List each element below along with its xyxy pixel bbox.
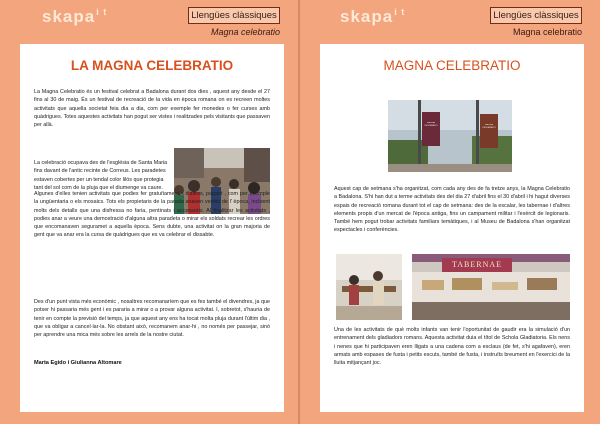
skapa-logo [42,7,107,27]
gladiator-school-photo [336,254,402,320]
skapa-logo-right [340,7,405,27]
street-banners-photo [388,100,512,172]
right-page [300,0,600,424]
paragraph-schola-gladiatoria: Una de les activitats de què molts infants van tenir l'oportunitat de gaudir era la simulació d'un entrenament dels gladiadors romans. Aquesta activitat duia el títol de Schola Gladiatoria. Els nens i nenes que hi participaven eren lligats a una cadena com a esclaus (de fet, s'hi agafaven), eren armats amb espases de fusta i petits escuts, també de fusta, i instruïts breument en l'exercici de la lluita mitjançant joc. [334,327,570,367]
article-title: LA MAGNA CELEBRATIO [70,58,234,73]
article-panel-right [320,44,584,412]
section-label-right: Llengües clàssiques [490,7,582,24]
paragraph-location: La celebració ocupava des de l'església de Santa Maria fins davant de l'antic recinte de Correus. Les paradetes estaven cobertes per un tendal color lilós que protegia tant del sol com de la pluja que el diumenge va caure. [34,160,168,191]
logo-text: skapa [42,7,96,26]
tabernae-stall-photo [412,254,570,320]
paragraph-intro: La Magna Celebratio és un festival celebrat a Badalona durant dos dies , aquest any desde el 27 fins al 30 de maig. És un festival de recreació de la vida en època romana on es recreen moltes activitats que aquella societat feia dia a dia, com per exemple fer monedes o fer curses amb quàdrigues. Totes aquestes activitats han pogut ser vistes i realitzades pels visitants que passaven per allà. [34,89,270,129]
paragraph-activities: Algunes d'elles tenien activitats que podies fer gratuïtament, i d'altres, pagant , com per exemple la ungüentaria o els mosaics. Tots els propietaris de la parada anaven vestits de l' època, incloent molts dels detalls que una disfressa no faria, pentinats i accessoris. Al finalitzar les activitats , podies anar a veure una demostració d'alguna altra paradeta o mirar els soldats recrear les ordres que encomanaven seguramet a aquella època. Sens dubte, una activitat on la gran majoria de gent que va anar era la cursa de quàdrigues que es va celebrar el dissabte. [34,191,270,239]
logo-superscript-right: i t [394,7,406,17]
article-panel-left [20,44,284,412]
article-title-right: MAGNA CELEBRATIO [383,58,521,73]
paragraph-recommendation: Des d'un punt vista més econòmic , nosaltres recomanaríem que es fes també el divendres, ja que potser hi passaria més gent i es pararia a mirar o a provar alguna activitat. I, sobretot, s'hauria de tenir en compte la previsió del temps, ja que aquest any ens ha tocat molta pluja durant l'últim dia , que va obligar a cancel·lar-la. No obstant això, recomanem anar-hi , no només per passejar, sinó per aprendre una mica més sobre les arrels de la nostre ciutat. [34,299,270,339]
paragraph-event-summary: Aquest cap de setmana s'ha organitzat, com cada any des de fa tretze anys, la Magna Celebratio a Badalona. S'hi han dut a terme activitats des del dia 27 d'abril fins el 30 d'abril i hi hagut diverses espais de recreació romana durant tot el cap de setmana: des de la escalar, les tabernae i d'altres elements propis d'un mercat de l'època antiga, fins un campament militar i l'exèrcit de legionaris. També hem pogut trobar activitats familiars temàtiques, i al Museu de Badalona s'han organitzat espectacles i conferències. [334,186,570,234]
logo-superscript: i t [96,7,108,17]
tabernae-sign-text: TABERNAE [451,260,503,269]
logo-text-right: skapa [340,7,394,26]
issue-label: Magna celebratio [211,27,281,37]
section-label: Llengües clàssiques [188,7,280,24]
author-signature: Marta Egido i Giulianna Altomare [34,360,122,366]
gladiator-photo-graphic [336,254,402,320]
banner-right-text: MAGNA CELEBRATIO [482,124,496,129]
issue-label-right: Magna celebratio [513,27,583,37]
banner-left-text: MAGNA CELEBRATIO [424,122,438,127]
